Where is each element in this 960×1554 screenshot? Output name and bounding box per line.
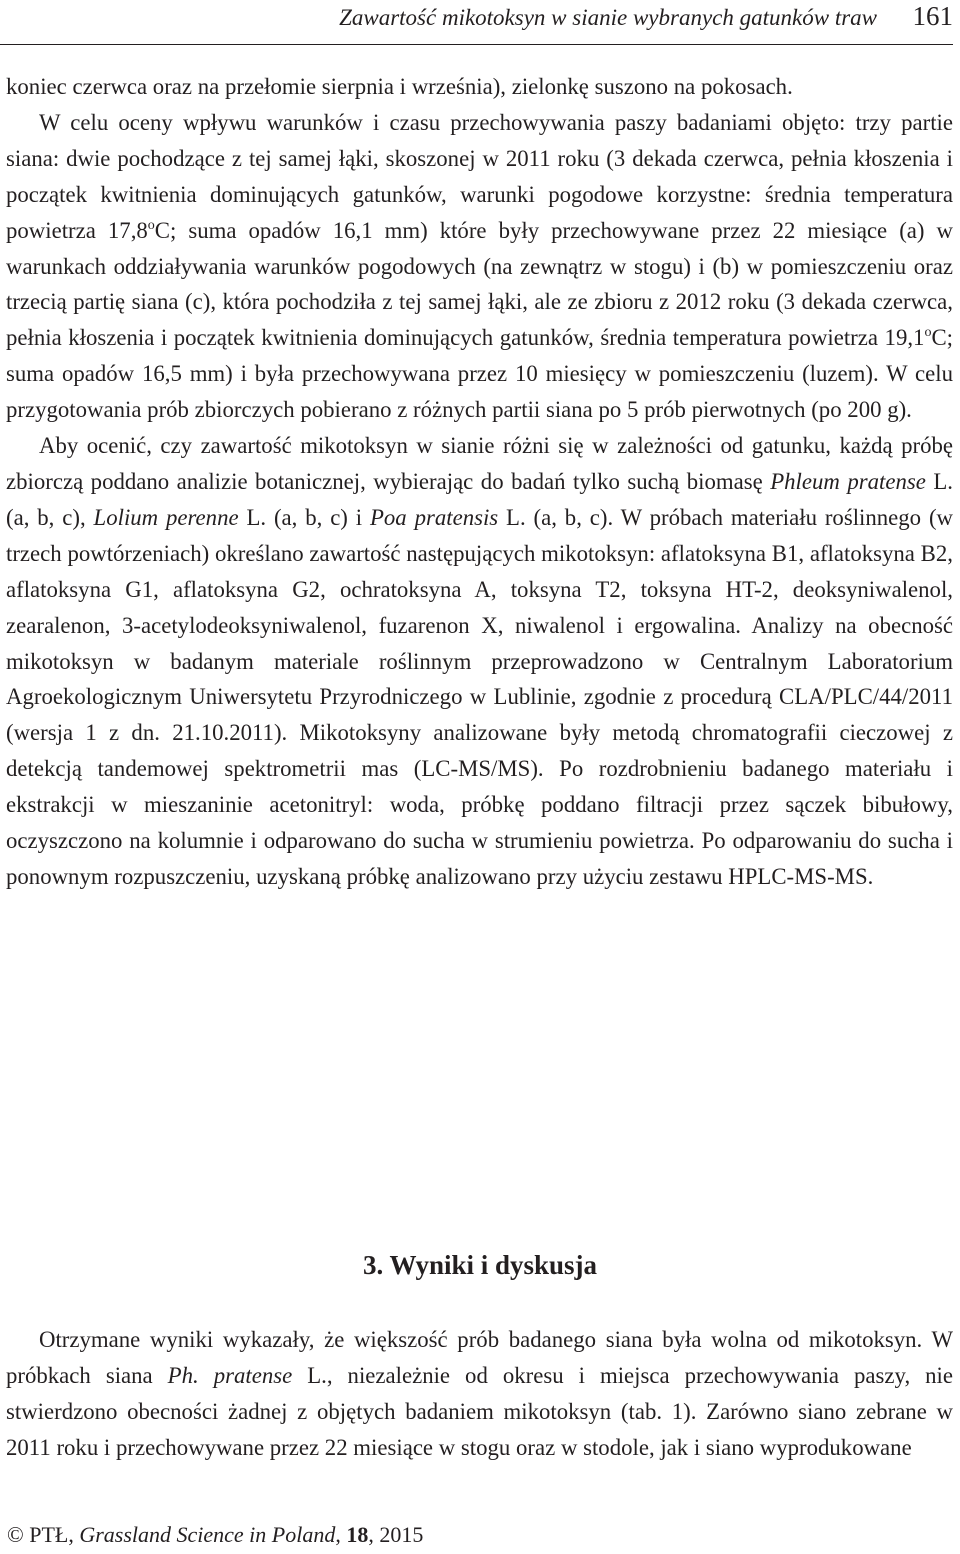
page-header <box>0 0 953 45</box>
species-name: Phleum pratense <box>770 468 926 494</box>
body-text <box>6 69 953 895</box>
page-footer: © PTŁ, Grassland Science in Poland, 18, 2015 <box>7 1522 424 1547</box>
page-number: 161 <box>912 1 953 31</box>
journal-volume: 18 <box>346 1522 369 1547</box>
paragraph-continued: koniec czerwca oraz na przełomie sierpnia i września), zielonkę suszono na pokosach. <box>6 74 793 99</box>
degree-superscript: o <box>924 325 932 341</box>
paragraph-results: Otrzymane wyniki wykazały, że większość prób badanego siana była wolna od mikotoksyn. W próbkach siana Ph. pratense L., niezależnie od okresu i miejsca przechowywania paszy, nie stwierdzono obecności żadnej z objętych badaniem mikotoksyn (tab. 1). Zarówno siano zebrane w 2011 roku i przechowywane przez 22 miesiące w stogu oraz w stodole, jak i siano wyprodukowane <box>6 1327 954 1460</box>
journal-title: Grassland Science in Poland <box>79 1522 336 1547</box>
journal-year: , 2015 <box>368 1522 424 1547</box>
species-name: Ph. pratense <box>167 1362 293 1388</box>
running-title: Zawartość mikotoksyn w sianie wybranych gatunków traw <box>339 5 877 30</box>
results-text <box>6 1322 953 1466</box>
paragraph-storage-conditions: W celu oceny wpływu warunków i czasu przechowywania paszy badaniami objęto: trzy partie siana: dwie pochodzące z tej samej łąki, skoszonej w 2011 roku (3 dekada czerwca, pełnia kłoszenia i początek kwitnienia dominujących gatunków, warunki pogodowe korzystne: średnia temperatura powietrza 17,8$^o$C; suma opadów 16,1 mm) które były przechowywane przez 22 miesiące (a) w warunkach oddziaływania warunków pogodowych (na zewnątrz w stogu) i (b) w pomieszczeniu oraz trzecią partię siana (c), która pochodziła z tej samej łąki, ale ze zbioru z 2012 roku (3 dekada czerwca, pełnia kłoszenia i początek kwitnienia dominujących gatunków, średnia temperatura powietrza 19,1$^o$C; suma opadów 16,5 mm) i była przechowywana przez 10 miesięcy w pomieszczeniu (luzem). W celu przygotowania prób zbiorczych pobierano z różnych partii siana po 5 prób pierwotnych (po 200 g). <box>6 109 953 423</box>
degree-superscript: o <box>147 217 155 233</box>
species-name: Lolium perenne <box>93 504 239 530</box>
paragraph-methods: Aby ocenić, czy zawartość mikotoksyn w sianie różni się w zależności od gatunku, każdą próbę zbiorczą poddano analizie botanicznej, wybierając do badań tylko suchą biomasę Phleum pratense L. (a, b, c), Lolium perenne L. (a, b, c) i Poa pratensis L. (a, b, c). W próbach materiału roślinnego (w trzech powtórzeniach) określano zawartość następujących mikotoksyn: aflatoksyna B1, aflatoksyna B2, aflatoksyna G1, aflatoksyna G2, ochratoksyna A, toksyna T2, toksyna HT-2, deoksyniwalenol, zearalenon, 3-acetylodeoksyniwalenol, fuzarenon X, niwalenol i ergowalina. Analizy na obecność mikotoksyn w badanym materiale roślinnym przeprowadzono w Centralnym Laboratorium Agroekologicznym Uniwersytetu Przyrodniczego w Lublinie, zgodnie z procedurą CLA/PLC/44/2011 (wersja 1 z dn. 21.10.2011). Mikotoksyny analizowane były metodą chromatografii cieczowej z detekcją tandemowej spektrometrii mas (LC-MS/MS). Po rozdrobnieniu badanego materiału i ekstrakcji w mieszaninie acetonitryl: woda, próbkę poddano filtracji przez sączek bibułowy, oczyszczono na kolumnie i odparowano do sucha w strumieniu powietrza. Po odparowaniu do sucha i ponownym rozpuszczeniu, uzyskaną próbkę analizowano przy użyciu zestawu HPLC-MS-MS. <box>6 433 954 889</box>
copyright: © PTŁ, <box>7 1522 80 1547</box>
section-heading: 3. Wyniki i dyskusja <box>362 1250 598 1280</box>
species-name: Poa pratensis <box>369 504 499 530</box>
